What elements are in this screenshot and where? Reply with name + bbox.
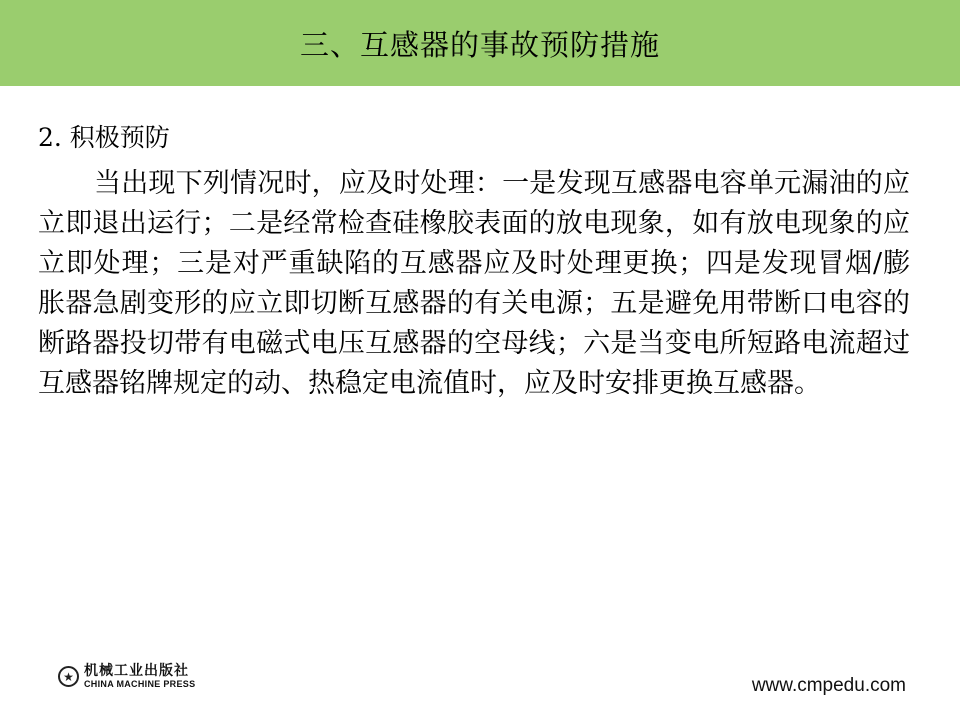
publisher-name-cn: 机械工业出版社: [84, 663, 189, 679]
publisher-logo: [58, 663, 195, 690]
publisher-name: [84, 663, 195, 690]
gear-star-logo-icon: ★: [58, 666, 79, 687]
publisher-name-en: CHINA MACHINE PRESS: [84, 679, 196, 689]
title-bar: [0, 0, 960, 86]
slide-content: [38, 118, 910, 404]
slide-title: 三、互感器的事故预防措施: [299, 27, 660, 62]
website-url: www.cmpedu.com: [751, 675, 906, 696]
section-heading: 2. 积极预防: [38, 123, 170, 152]
body-paragraph: 当出现下列情况时，应及时处理：一是发现互感器电容单元漏油的应立即退出运行；二是经常检查硅橡胶表面的放电现象，如有放电现象的应立即处理；三是对严重缺陷的互感器应及时处理更换；四是发现冒烟/膨胀器急剧变形的应立即切断互感器的有关电源；五是避免用带断口电容的断路器投切带有电磁式电压互感器的空母线；六是当变电所短路电流超过互感器铭牌规定的动、热稳定电流值时，应及时安排更换互感器。: [38, 168, 910, 399]
